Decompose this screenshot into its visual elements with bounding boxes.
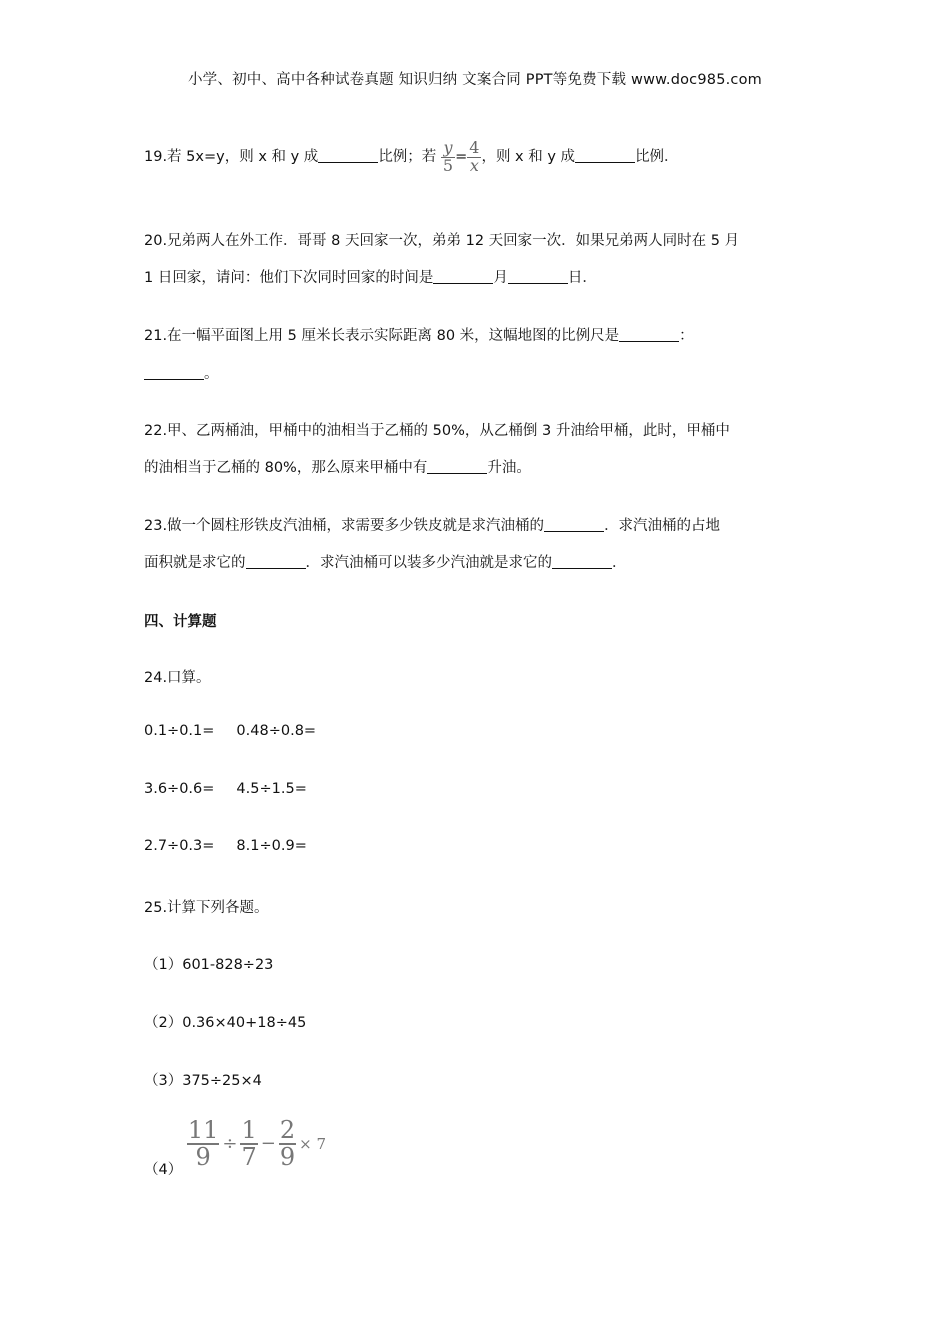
question-23-line-2: 面积就是求它的 ．求汽油桶可以装多少汽油就是求它的 ． xyxy=(144,555,627,571)
fraction-y-over-5: $\frac{y}{5}$ xyxy=(442,138,454,175)
fraction-2-over-9: $\frac{2}{9}$ xyxy=(279,1116,296,1171)
divide-operator: ÷ xyxy=(222,1133,238,1154)
answer-blank[interactable] xyxy=(619,327,679,342)
calc-item-4 xyxy=(144,1118,329,1179)
question-19: 19.若 5x=y，则 x 和 y 成 比例；若 $\frac{y}{5}$ = $\frac{4}{x}$ ，则 x 和 y 成 比例． xyxy=(144,138,679,175)
answer-blank[interactable] xyxy=(544,517,604,532)
answer-blank[interactable] xyxy=(575,148,635,163)
answer-blank[interactable] xyxy=(144,365,204,380)
mental-math-row: 3.6÷0.6= 4.5÷1.5= xyxy=(144,781,307,797)
answer-blank[interactable] xyxy=(552,554,612,569)
question-21-line-2: 。 xyxy=(144,362,219,383)
answer-blank[interactable] xyxy=(433,269,493,284)
fraction-4-over-x: $\frac{4}{x}$ xyxy=(469,138,480,175)
question-22-line-1: 22.甲、乙两桶油，甲桶中的油相当于乙桶的 50%，从乙桶倒 3 升油给甲桶，此时，甲桶中 xyxy=(144,423,730,439)
mental-math-row: 0.1÷0.1= 0.48÷0.8= xyxy=(144,723,317,739)
question-21-line-1: 21.在一幅平面图上用 5 厘米长表示实际距离 80 米，这幅地图的比例尺是 ： xyxy=(144,328,694,344)
question-24-title: 24.口算。 xyxy=(144,670,211,686)
question-25-title: 25.计算下列各题。 xyxy=(144,900,269,916)
answer-blank[interactable] xyxy=(427,459,487,474)
mental-math-row: 2.7÷0.3= 8.1÷0.9= xyxy=(144,838,307,854)
question-22-line-2: 的油相当于乙桶的 80%，那么原来甲桶中有 升油。 xyxy=(144,460,531,476)
times-seven: × 7 xyxy=(299,1134,327,1153)
calc-item-3: （3）375÷25×4 xyxy=(144,1073,262,1089)
fraction-11-over-9: $\frac{11}{9}$ xyxy=(187,1116,219,1171)
minus-operator: − xyxy=(260,1133,276,1154)
item-4-label: （4） xyxy=(144,1161,183,1178)
answer-blank[interactable] xyxy=(246,554,306,569)
question-20-line-1: 20.兄弟两人在外工作．哥哥 8 天回家一次，弟弟 12 天回家一次．如果兄弟两人同时在 5 月 xyxy=(144,233,740,249)
question-20-line-2: 1 日回家，请问：他们下次同时回家的时间是 月 日． xyxy=(144,270,597,286)
question-23-line-1: 23.做一个圆柱形铁皮汽油桶，求需要多少铁皮就是求汽油桶的 ．求汽油桶的占地 xyxy=(144,518,721,534)
page-header: 小学、初中、高中各种试卷真题 知识归纳 文案合同 PPT等免费下载 www.doc985.com xyxy=(187,72,763,88)
section-heading: 四、计算题 xyxy=(144,614,217,630)
answer-blank[interactable] xyxy=(318,148,378,163)
fraction-1-over-7: $\frac{1}{7}$ xyxy=(241,1116,257,1171)
answer-blank[interactable] xyxy=(508,269,568,284)
calc-item-1: （1）601-828÷23 xyxy=(144,957,274,973)
calc-item-2: （2）0.36×40+18÷45 xyxy=(144,1015,307,1031)
